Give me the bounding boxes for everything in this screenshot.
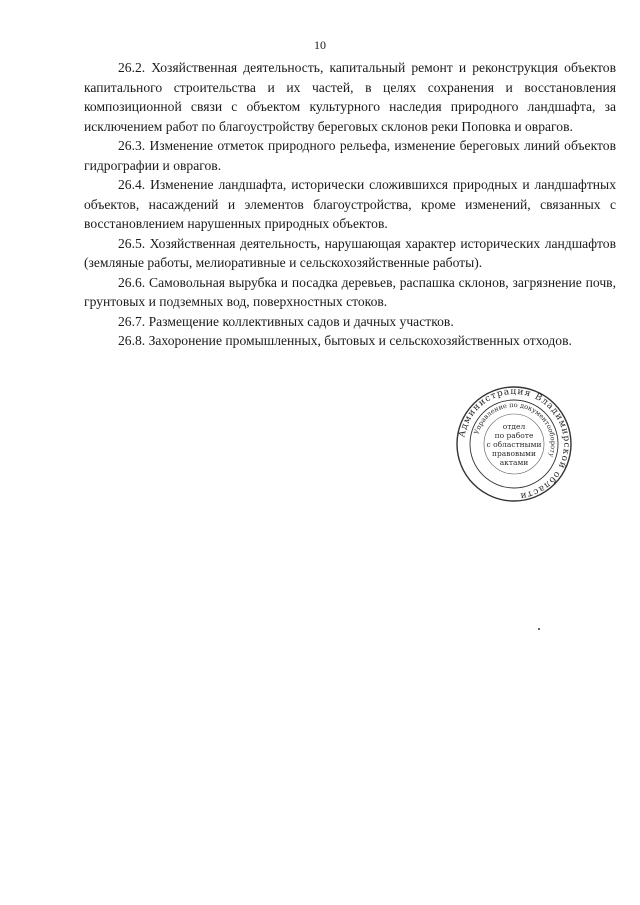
stamp-outer-text: Администрация Владимирской области [457,386,572,501]
stamp-line: с областными [486,439,542,449]
official-stamp [455,385,573,503]
paragraph-26-3: 26.3. Изменение отметок природного рельефа, изменение береговых линий объектов гидрографии и оврагов. [84,138,616,173]
stamp-line: актами [499,457,529,467]
stamp-line: правовыми [491,448,537,458]
paragraph-26-2: 26.2. Хозяйственная деятельность, капитальный ремонт и реконструкция объектов капитального строительства и их частей, в целях сохранения и восстановления композиционной связи с объектом культурного наследия природного ландшафта, за исключением работ по благоустройству береговых склонов реки Поповка и оврагов. [84,60,616,134]
paragraph-26-7: 26.7. Размещение коллективных садов и дачных участков. [118,313,454,329]
stamp-line: отдел [502,421,526,431]
scan-speck [538,628,540,630]
page-number: 10 [314,38,326,52]
paragraph-26-6: 26.6. Самовольная вырубка и посадка деревьев, распашка склонов, загрязнение почв, грунтовых и подземных вод, поверхностных стоков. [84,274,616,309]
paragraph-26-5: 26.5. Хозяйственная деятельность, нарушающая характер исторических ландшафтов (земляные работы, мелиоративные и сельскохозяйственные работы). [84,235,616,270]
stamp-line: по работе [494,430,534,440]
stamp-center [455,385,573,503]
document-body [84,58,616,351]
paragraph-26-8: 26.8. Захоронение промышленных, бытовых и сельскохозяйственных отходов. [118,333,572,348]
paragraph-26-4: 26.4. Изменение ландшафта, исторически сложившихся природных и ландшафтных объектов, насаждений и элементов благоустройства, кроме изменений, связанных с восстановлением нарушенных природных объектов. [84,177,616,231]
stamp-inner-text: Управление по документообороту [472,400,558,459]
